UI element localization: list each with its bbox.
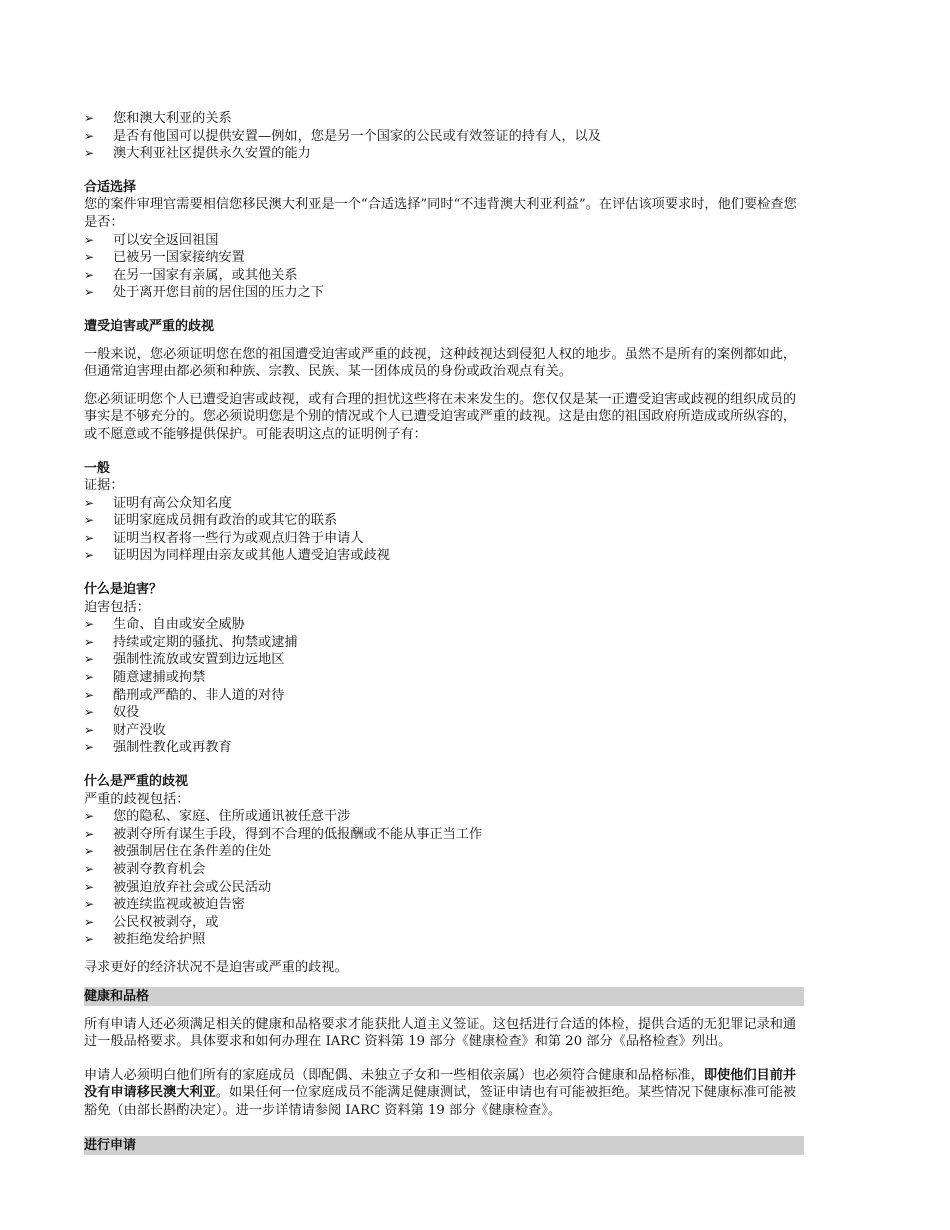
arrow-bullet-icon: ➢ xyxy=(84,250,95,265)
arrow-bullet-icon: ➢ xyxy=(84,634,95,649)
list-item: ➢ 证明因为同样理由亲友或其他人遭受迫害或歧视 xyxy=(84,548,390,564)
general-label: 证据： xyxy=(84,478,124,494)
list-item: ➢ 证明有高公众知名度 xyxy=(84,495,232,511)
health-emphasis: 即使他们目前并没有申请移民澳大利亚 xyxy=(84,1067,797,1101)
arrow-bullet-icon: ➢ xyxy=(84,670,95,685)
what-discrimination-label: 严重的歧视包括： xyxy=(84,791,190,807)
persecution-paragraph-2: 您必须证明您个人已遭受迫害或歧视，或有合理的担忧这些将在未来发生的。您仅仅是某一正遭受迫害或歧视的组织成员的事实是不够充分的。您必须说明您是个别的情况或个人已遭受迫害或严重的歧视。这是由您的祖国政府所造成或所纵容的，或不愿意或不能够提供保护。可能表明这点的证明例子有： xyxy=(84,391,797,442)
list-item: ➢ 您的隐私、家庭、住所或通讯被任意干涉 xyxy=(84,809,351,825)
list-item: ➢ 被强制居住在条件差的住处 xyxy=(84,844,272,860)
list-item: ➢ 被强迫放弃社会或公民活动 xyxy=(84,879,272,895)
arrow-bullet-icon: ➢ xyxy=(84,809,95,824)
arrow-bullet-icon: ➢ xyxy=(84,687,95,702)
list-item: ➢ 证明家庭成员拥有政治的或其它的联系 xyxy=(84,513,338,529)
section-band-health: 健康和品格 xyxy=(84,987,804,1006)
list-item: ➢ 在另一国家有亲属，或其他关系 xyxy=(84,267,298,283)
list-item: ➢ 可以安全返回祖国 xyxy=(84,232,219,248)
arrow-bullet-icon: ➢ xyxy=(84,111,95,125)
section-heading-suitable: 合适选择 xyxy=(84,179,137,195)
list-item: ➢ 您和澳大利亚的关系 xyxy=(84,111,232,126)
arrow-bullet-icon: ➢ xyxy=(84,932,95,947)
list-item: ➢ 持续或定期的骚扰、拘禁或逮捕 xyxy=(84,634,298,650)
list-item: ➢ 强制性流放或安置到边远地区 xyxy=(84,652,285,668)
arrow-bullet-icon: ➢ xyxy=(84,722,95,737)
list-item: ➢ 澳大利亚社区提供永久安置的能力 xyxy=(84,146,311,162)
list-item: ➢ 处于离开您目前的居住国的压力之下 xyxy=(84,285,324,301)
list-item: ➢ 被剥夺教育机会 xyxy=(84,861,206,877)
arrow-bullet-icon: ➢ xyxy=(84,914,95,929)
list-item: ➢ 奴役 xyxy=(84,705,140,721)
health-paragraph-2: 申请人必须明白他们所有的家庭成员（即配偶、未独立子女和一些相依亲属）也必须符合健康和品格标准，即使他们目前并没有申请移民澳大利亚。如果任何一位家庭成员不能满足健康测试，签证申请也有可能被拒绝。某些情况下健康标准可能被豁免（由部长斟酌决定）。进一步详情请参阅 IARC 资料第 19 部分《健康检查》。 xyxy=(84,1067,797,1118)
arrow-bullet-icon: ➢ xyxy=(84,128,95,143)
intro-list xyxy=(84,110,804,163)
arrow-bullet-icon: ➢ xyxy=(84,740,95,755)
arrow-bullet-icon: ➢ xyxy=(84,826,95,841)
what-persecution-label: 迫害包括： xyxy=(84,599,150,615)
arrow-bullet-icon: ➢ xyxy=(84,548,95,563)
list-item: ➢ 财产没收 xyxy=(84,722,166,738)
list-item: ➢ 被拒绝发给护照 xyxy=(84,932,206,948)
list-item: ➢ 被连续监视或被迫告密 xyxy=(84,897,245,913)
arrow-bullet-icon: ➢ xyxy=(84,513,95,528)
suitable-text: 您的案件审理官需要相信您移民澳大利亚是一个“合适选择”同时“不违背澳大利亚利益”。在评估该项要求时，他们要检查您是否： xyxy=(84,197,797,230)
persecution-list xyxy=(84,616,804,757)
list-item: ➢ 生命、自由或安全威胁 xyxy=(84,617,245,633)
section-band-apply: 进行申请 xyxy=(84,1136,804,1155)
arrow-bullet-icon: ➢ xyxy=(84,285,95,300)
discrimination-list xyxy=(84,808,804,949)
arrow-bullet-icon: ➢ xyxy=(84,232,95,247)
economic-note: 寻求更好的经济状况不是迫害或严重的歧视。 xyxy=(84,959,348,975)
arrow-bullet-icon: ➢ xyxy=(84,897,95,912)
document-page xyxy=(84,110,804,1155)
arrow-bullet-icon: ➢ xyxy=(84,267,95,282)
section-heading-persecution: 遭受迫害或严重的歧视 xyxy=(84,318,215,334)
arrow-bullet-icon: ➢ xyxy=(84,705,95,720)
list-item: ➢ 已被另一国家接纳安置 xyxy=(84,250,245,266)
list-item: ➢ 酷刑或严酷的、非人道的对待 xyxy=(84,687,285,703)
general-list xyxy=(84,495,804,565)
arrow-bullet-icon: ➢ xyxy=(84,495,95,510)
arrow-bullet-icon: ➢ xyxy=(84,652,95,667)
arrow-bullet-icon: ➢ xyxy=(84,879,95,894)
list-item: ➢ 证明当权者将一些行为或观点归咎于申请人 xyxy=(84,530,364,546)
list-item: ➢ 随意逮捕或拘禁 xyxy=(84,670,206,686)
section-heading-what-persecution: 什么是迫害？ xyxy=(84,582,163,598)
health-paragraph-1: 所有申请人还必须满足相关的健康和品格要求才能获批人道主义签证。这包括进行合适的体检，提供合适的无犯罪记录和通过一般品格要求。具体要求和如何办理在 IARC 资料第 19 部分《健康检查》和第 20 部分《品格检查》列出。 xyxy=(84,1016,797,1050)
list-item: ➢ 是否有他国可以提供安置—例如，您是另一个国家的公民或有效签证的持有人，以及 xyxy=(84,128,601,144)
arrow-bullet-icon: ➢ xyxy=(84,146,95,161)
section-heading-what-discrimination: 什么是严重的歧视 xyxy=(84,774,189,789)
list-item: ➢ 公民权被剥夺，或 xyxy=(84,914,219,930)
arrow-bullet-icon: ➢ xyxy=(84,530,95,545)
arrow-bullet-icon: ➢ xyxy=(84,844,95,859)
persecution-paragraph-1: 一般来说，您必须证明您在您的祖国遭受迫害或严重的歧视，这种歧视达到侵犯人权的地步。虽然不是所有的案例都如此，但通常迫害理由都必须和种族、宗教、民族、某一团体成员的身份或政治观点有关。 xyxy=(84,346,797,380)
list-item: ➢ 被剥夺所有谋生手段，得到不合理的低报酬或不能从事正当工作 xyxy=(84,826,483,842)
list-item: ➢ 强制性教化或再教育 xyxy=(84,740,232,756)
section-heading-general: 一般 xyxy=(84,460,111,476)
arrow-bullet-icon: ➢ xyxy=(84,617,95,632)
suitable-list xyxy=(84,232,804,302)
arrow-bullet-icon: ➢ xyxy=(84,861,95,876)
